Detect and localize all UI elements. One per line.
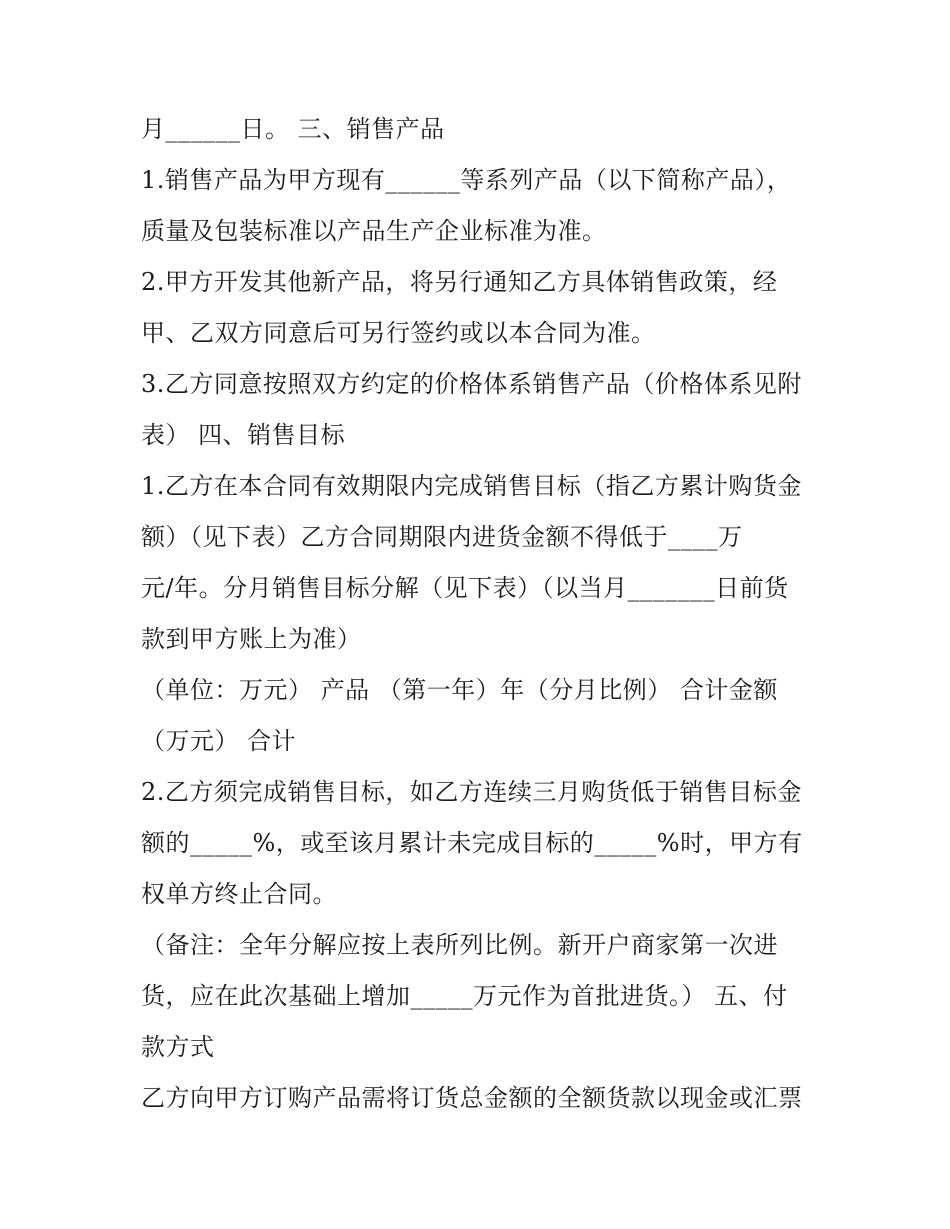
- text-line-1: 月______日。 三、销售产品: [141, 115, 445, 143]
- text-line-11: 款到甲方账上为准）: [141, 625, 362, 653]
- text-line-2: 1.销售产品为甲方现有______等系列产品（以下简称产品），: [141, 166, 792, 194]
- text-line-17: （备注：全年分解应按上表所列比例。新开户商家第一次进: [141, 931, 778, 959]
- text-line-13: （万元） 合计: [141, 727, 297, 755]
- text-line-10: 元/年。分月销售目标分解（见下表）（以当月_______日前货: [141, 574, 789, 602]
- text-line-16: 权单方终止合同。: [141, 880, 337, 908]
- text-line-7: 表） 四、销售目标: [141, 421, 346, 449]
- text-line-4: 2.甲方开发其他新产品，将另行通知乙方具体销售政策，经: [141, 268, 778, 296]
- text-line-20: 乙方向甲方订购产品需将订货总金额的全额货款以现金或汇票: [141, 1084, 803, 1112]
- text-line-12: （单位：万元） 产品 （第一年）年（分月比例） 合计金额: [141, 676, 778, 704]
- text-line-14: 2.乙方须完成销售目标，如乙方连续三月购货低于销售目标金: [141, 778, 802, 806]
- text-line-3: 质量及包装标准以产品生产企业标准为准。: [141, 217, 607, 245]
- text-line-9: 额）（见下表）乙方合同期限内进货金额不得低于____万: [141, 523, 743, 551]
- text-line-15: 额的_____%，或至该月累计未完成目标的_____%时，甲方有: [141, 829, 803, 857]
- text-line-8: 1.乙方在本合同有效期限内完成销售目标（指乙方累计购货金: [141, 472, 802, 500]
- text-line-6: 3.乙方同意按照双方约定的价格体系销售产品（价格体系见附: [141, 370, 802, 398]
- text-line-19: 款方式: [141, 1033, 215, 1061]
- document-body: [141, 104, 831, 1124]
- text-line-18: 货，应在此次基础上增加_____万元作为首批进货。） 五、付: [141, 982, 788, 1010]
- text-line-5: 甲、乙双方同意后可另行签约或以本合同为准。: [141, 319, 656, 347]
